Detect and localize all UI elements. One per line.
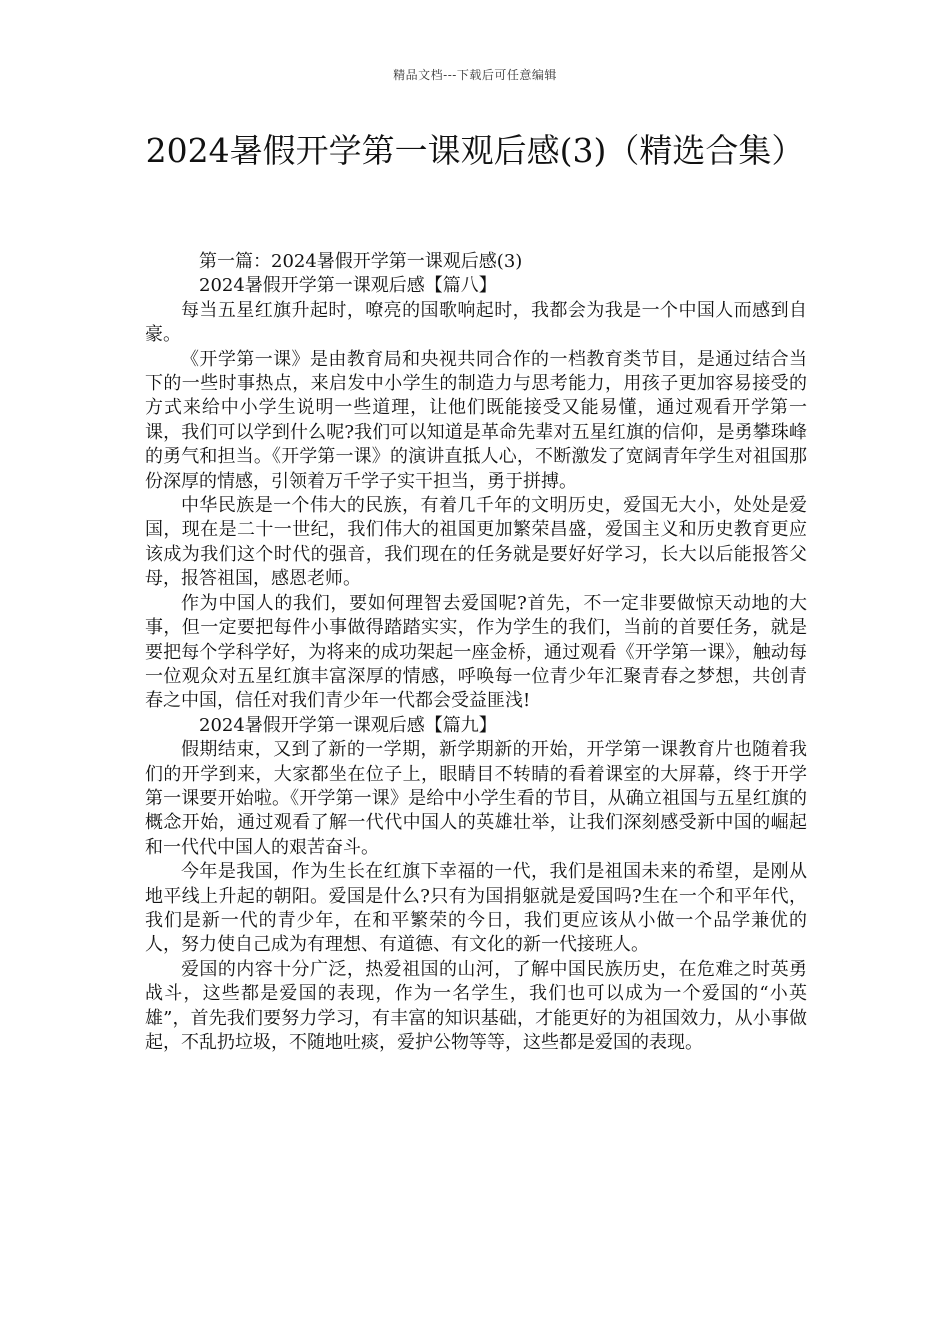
document-body xyxy=(145,250,807,1055)
body-paragraph: 爱国的内容十分广泛，热爱祖国的山河，了解中国民族历史，在危难之时英勇战斗，这些都是爱国的表现，作为一名学生，我们也可以成为一个爱国的“小英雄”，首先我们要努力学习，有丰富的知识基础，才能更好的为祖国效力，从小事做起，不乱扔垃圾，不随地吐痰，爱护公物等等，这些都是爱国的表现。 xyxy=(145,958,807,1053)
body-paragraph: 每当五星红旗升起时，嘹亮的国歌响起时，我都会为我是一个中国人而感到自豪。 xyxy=(145,299,807,346)
header-note: 精品文档---下载后可任意编辑 xyxy=(393,68,557,82)
body-paragraph: 假期结束，又到了新的一学期，新学期新的开始，开学第一课教育片也随着我们的开学到来，大家都坐在位子上，眼睛目不转睛的看着课室的大屏幕，终于开学第一课要开始啦。《开学第一课》是给中小学生看的节目，从确立祖国与五星红旗的概念开始，通过观看了解一代代中国人的英雄壮举，让我们深刻感受新中国的崛起和一代代中国人的艰苦奋斗。 xyxy=(145,739,807,858)
body-paragraph: 作为中国人的我们，要如何理智去爱国呢?首先，不一定非要做惊天动地的大事，但一定要把每件小事做得踏踏实实，作为学生的我们，当前的首要任务，就是要把每个学科学好，为将来的成功架起一座金桥，通过观看《开学第一课》，触动每一位观众对五星红旗丰富深厚的情感，呼唤每一位青少年汇聚青春之梦想，共创青春之中国，信任对我们青少年一代都会受益匪浅! xyxy=(145,592,807,712)
body-paragraph: 《开学第一课》是由教育局和央视共同合作的一档教育类节目，是通过结合当下的一些时事热点，来启发中小学生的制造力与思考能力，用孩子更加容易接受的方式来给中小学生说明一些道理，让他们既能接受又能易懂，通过观看开学第一课，我们可以学到什么呢?我们可以知道是革命先辈对五星红旗的信仰，是勇攀珠峰的勇气和担当。《开学第一课》的演讲直抵人心，不断激发了宽阔青年学生对祖国那份深厚的情感，引领着万千学子实干担当，勇于拼搏。 xyxy=(145,348,807,492)
document-title: 2024暑假开学第一课观后感(3)（精选合集） xyxy=(145,131,805,170)
body-paragraph: 中华民族是一个伟大的民族，有着几千年的文明历史，爱国无大小，处处是爱国，现在是二十一世纪，我们伟大的祖国更加繁荣昌盛，爱国主义和历史教育更应该成为我们这个时代的强音，我们现在的任务就是要好好学习，长大以后能报答父母，报答祖国，感恩老师。 xyxy=(145,495,807,590)
section-heading: 第一篇：2024暑假开学第一课观后感(3) xyxy=(199,251,523,272)
section-heading: 2024暑假开学第一课观后感【篇九】 xyxy=(199,714,497,736)
body-paragraph: 今年是我国，作为生长在红旗下幸福的一代，我们是祖国未来的希望，是刚从地平线上升起的朝阳。爱国是什么?只有为国捐躯就是爱国吗?生在一个和平年代，我们是新一代的青少年，在和平繁荣的今日，我们更应该从小做一个品学兼优的人，努力使自己成为有理想、有道德、有文化的新一代接班人。 xyxy=(145,861,807,956)
section-heading: 2024暑假开学第一课观后感【篇八】 xyxy=(199,275,497,297)
